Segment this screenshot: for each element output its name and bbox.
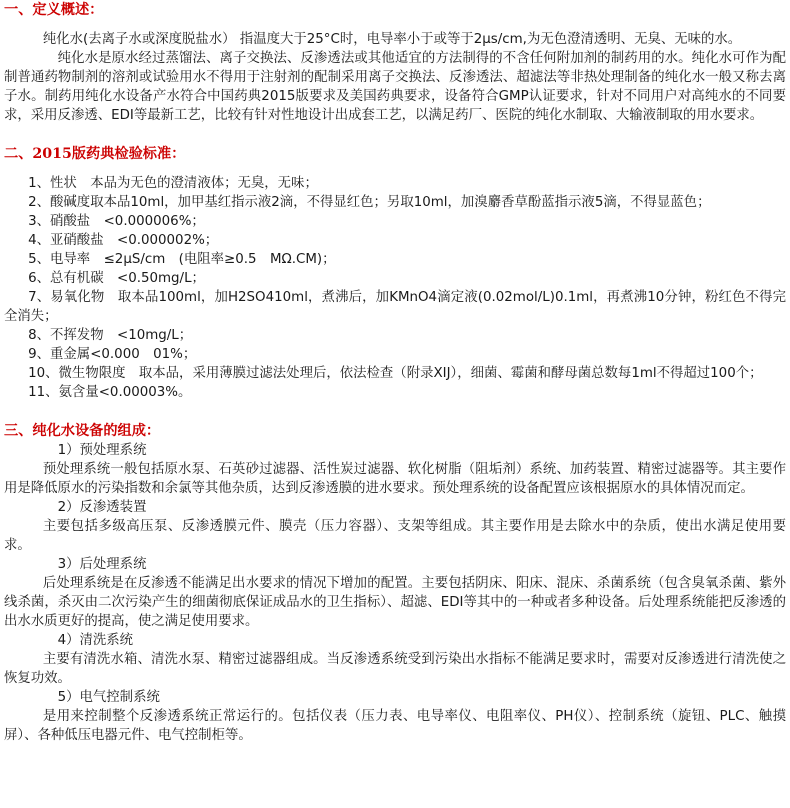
section-heading-components: 三、纯化水设备的组成：	[4, 423, 161, 439]
component-body-pretreatment: 预处理系统一般包括原水泵、石英砂过滤器、活性炭过滤器、软化树脂（阻垢剂）系统、加药装置、精密过滤器等。其主要作用是降低原水的污染指数和余氯等其他杂质，达到反渗透膜的进水要求。预处理系统的设备配置应该根据原水的具体情况而定。	[4, 462, 786, 496]
component-body-reverse-osmosis: 主要包括多级高压泵、反渗透膜元件、膜壳（压力容器）、支架等组成。其主要作用是去除水中的杂质，使出水满足使用要求。	[4, 519, 786, 553]
standard-item: 10、微生物限度 取本品，采用薄膜过滤法处理后，依法检查（附录XIJ），细菌、霉菌和酵母菌总数每1ml不得超过100个；	[28, 366, 763, 381]
standard-item: 9、重金属<0.000 01%；	[28, 347, 197, 362]
component-body-electrical-control: 是用来控制整个反渗透系统正常运行的。包括仪表（压力表、电导率仪、电阻率仪、PH仪）、控制系统（旋钮、PLC、触摸屏）、各种低压电器元件、电气控制柜等。	[4, 709, 786, 743]
component-title-electrical-control: 5）电气控制系统	[57, 690, 160, 705]
standard-item: 7、易氧化物 取本品100ml，加H2SO410ml，煮沸后，加KMnO4滴定液(0.02mol/L)0.1ml，再煮沸10分钟，粉红色不得完全消失；	[4, 290, 786, 324]
component-title-posttreatment: 3）后处理系统	[57, 557, 147, 572]
standard-item: 1、性状 本品为无色的澄清液体；无臭，无味；	[28, 176, 318, 191]
section-heading-standards: 二、2015版药典检验标准：	[4, 146, 186, 162]
standard-item: 2、酸碱度取本品10ml，加甲基红指示液2滴，不得显红色；另取10ml，加溴麝香草酚蓝指示液5滴，不得显蓝色；	[28, 195, 711, 210]
component-body-posttreatment: 后处理系统是在反渗透不能满足出水要求的情况下增加的配置。主要包括阴床、阳床、混床、杀菌系统（包含臭氧杀菌、紫外线杀菌，杀灭由二次污染产生的细菌彻底保证成品水的卫生指标）、超滤、EDI等其中的一种或者多种设备。后处理系统能把反渗透的出水水质更好的提高，使之满足使用要求。	[4, 576, 786, 629]
standard-item: 5、电导率 ≤2μS/cm (电阻率≥0.5 MΩ.CM)；	[28, 252, 336, 267]
component-body-cleaning: 主要有清洗水箱、清洗水泵、精密过滤器组成。当反渗透系统受到污染出水指标不能满足要求时，需要对反渗透进行清洗使之恢复功效。	[4, 652, 786, 686]
standard-item: 3、硝酸盐 <0.000006%；	[28, 214, 205, 229]
definition-paragraph-2: 纯化水是原水经过蒸馏法、离子交换法、反渗透法或其他适宜的方法制得的不含任何附加剂的制药用的水。纯化水可作为配制普通药物制剂的溶剂或试验用水不得用于注射剂的配制采用离子交换法、反渗透法、超滤法等非热处理制备的纯化水一般又称去离子水。制药用纯化水设备产水符合中国药典2015版要求及美国药典要求，设备符合GMP认证要求，针对不同用户对高纯水的不同要求，采用反渗透、EDI等最新工艺，比较有针对性地设计出成套工艺，以满足药厂、医院的纯化水制取、大输液制取的用水要求。	[4, 51, 786, 123]
standard-item: 8、不挥发物 <10mg/L；	[28, 328, 193, 343]
component-title-pretreatment: 1）预处理系统	[57, 443, 147, 458]
component-title-reverse-osmosis: 2）反渗透装置	[57, 500, 147, 515]
component-title-cleaning: 4）清洗系统	[57, 633, 134, 648]
standard-item: 6、总有机碳 <0.50mg/L；	[28, 271, 205, 286]
section-heading-definition: 一、定义概述：	[4, 2, 104, 18]
standard-item: 4、亚硝酸盐 <0.000002%；	[28, 233, 219, 248]
definition-paragraph-1: 纯化水(去离子水或深度脱盐水） 指温度大于25°C时，电导率小于或等于2μs/cm,为无色澄清透明、无臭、无味的水。	[42, 32, 742, 47]
standard-item: 11、氨含量<0.00003%。	[28, 385, 192, 400]
